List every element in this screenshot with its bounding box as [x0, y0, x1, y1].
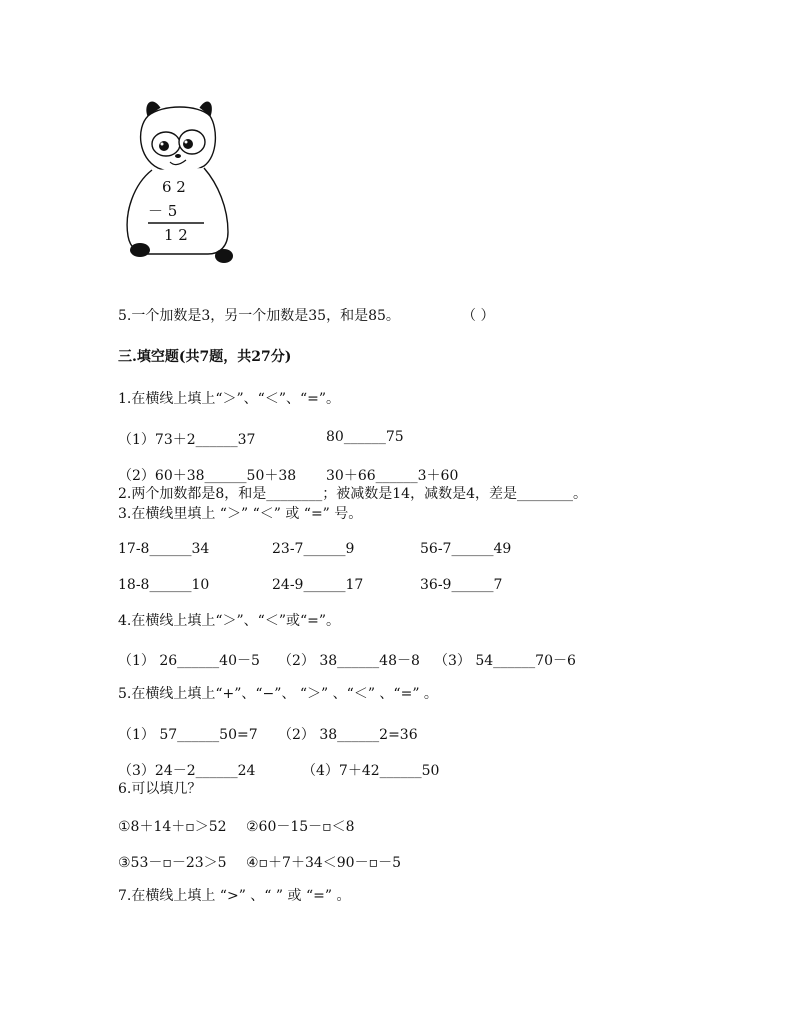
q4-item1[interactable]: （1） 26______40－5	[118, 653, 260, 669]
q5-row2-item1[interactable]: （3）24－2______24	[118, 763, 256, 779]
q3-prompt: 3.在横线里填上 “＞” “＜” 或 “=” 号。	[118, 506, 363, 522]
q6-row1-item2[interactable]: ②60－15－▫＜8	[246, 819, 355, 835]
q7-prompt: 7.在横线上填上 “>” 、“ ” 或 “=” 。	[118, 888, 351, 904]
panda-result: 1 2	[164, 226, 188, 244]
q3-row1-item2[interactable]: 23-7______9	[272, 541, 355, 557]
q5-row1-item2[interactable]: （2） 38______2=36	[278, 727, 418, 743]
section-3-title: 三.填空题(共7题，共27分)	[118, 349, 292, 365]
q4-item2[interactable]: （2） 38______48－8	[278, 653, 420, 669]
tf-question-5	[118, 307, 400, 325]
q5-row2-item2[interactable]: （4）7＋42______50	[302, 763, 440, 779]
q6-prompt: 6.可以填几？	[118, 781, 202, 797]
q1-row2-item2[interactable]: 30＋66______3＋60	[326, 468, 459, 484]
q5-prompt: 5.在横线上填上“+”、“−”、 “＞” 、“＜” 、“=” 。	[118, 686, 438, 702]
q4-item3[interactable]: （3） 54______70－6	[434, 653, 576, 669]
q4-prompt: 4.在横线上填上“＞”、“＜”或“=”。	[118, 613, 341, 629]
q1-prompt: 1.在横线上填上“＞”、“＜”、“=”。	[118, 391, 341, 407]
panda-illustration	[118, 96, 238, 268]
q6-row2-item1[interactable]: ③53－▫－23＞5	[118, 855, 227, 871]
tf-question-5-answer-bracket[interactable]: （ ）	[462, 308, 495, 324]
q3-row2-item1[interactable]: 18-8______10	[118, 577, 210, 593]
q2-text[interactable]: 2.两个加数都是8，和是________；被减数是14，减数是4，差是________。	[118, 486, 587, 502]
tf-question-5-text: 5.一个加数是3，另一个加数是35，和是85。	[118, 308, 400, 324]
q1-row1-item2[interactable]: 80______75	[326, 429, 404, 445]
q1-row1-item1[interactable]: （1）73＋2______37	[118, 432, 256, 448]
panda-minuend: 6 2	[162, 178, 186, 196]
q3-row2-item2[interactable]: 24-9______17	[272, 577, 364, 593]
q3-row2-item3[interactable]: 36-9______7	[420, 577, 503, 593]
q3-row1-item1[interactable]: 17-8______34	[118, 541, 210, 557]
panda-subtrahend: － 5	[148, 202, 178, 220]
q5-row1-item1[interactable]: （1） 57______50=7	[118, 727, 258, 743]
q6-row1-item1[interactable]: ①8＋14＋▫＞52	[118, 819, 227, 835]
q6-row2-item2[interactable]: ④▫＋7＋34＜90－▫－5	[246, 855, 401, 871]
q1-row2-item1[interactable]: （2）60＋38______50＋38	[118, 468, 297, 484]
q3-row1-item3[interactable]: 56-7______49	[420, 541, 512, 557]
